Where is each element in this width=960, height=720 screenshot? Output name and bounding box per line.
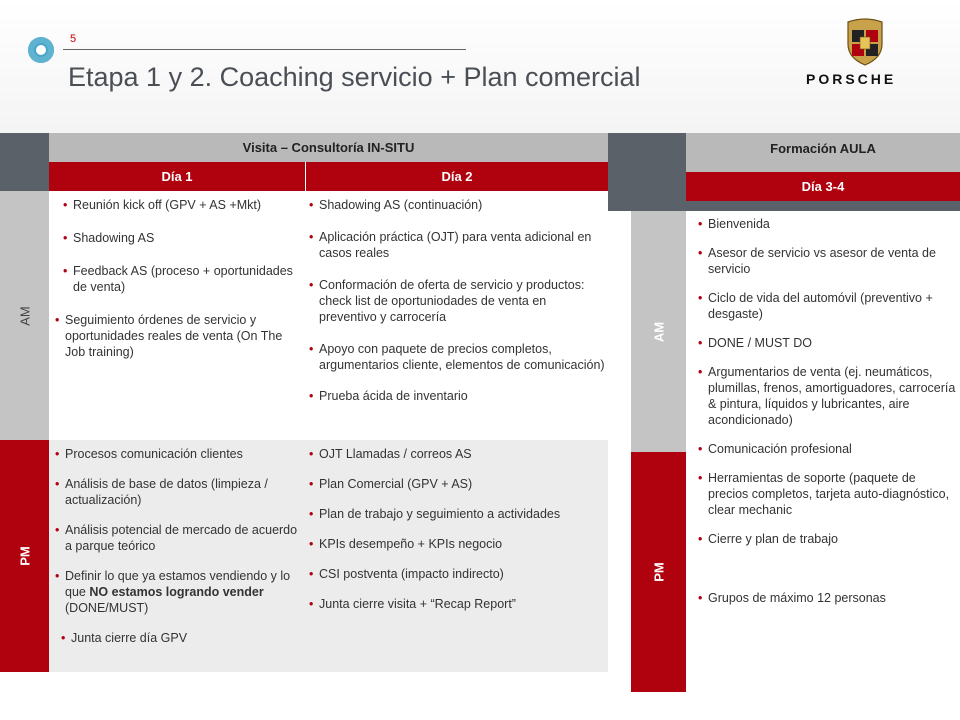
visita-header: Visita – Consultoría IN-SITU xyxy=(49,133,608,162)
list-item: • Herramientas de soporte (paquete de precios completos, tarjeta auto-diagnóstico, clear mechanic xyxy=(698,470,956,518)
page-title: Etapa 1 y 2. Coaching servicio + Plan comercial xyxy=(68,62,641,92)
list-item: • Conformación de oferta de servicio y productos: check list de oportuniodades de venta en preventivo y carrocería xyxy=(309,277,605,325)
day1-header: Día 1 xyxy=(49,162,305,191)
list-item: • Cierre y plan de trabajo xyxy=(698,531,956,547)
pm-day1-list xyxy=(55,446,303,646)
define-text-bold: NO estamos logrando vender xyxy=(89,585,264,599)
list-item: • KPIs desempeño + KPIs negocio xyxy=(309,536,605,552)
pm-label-left: PM xyxy=(17,546,32,566)
am-side-left xyxy=(0,191,49,440)
define-text-suffix: (DONE/MUST) xyxy=(65,601,149,615)
list-item: • Bienvenida xyxy=(698,216,956,232)
list-item: • Shadowing AS xyxy=(63,230,305,246)
aula-strip xyxy=(686,201,960,211)
pm-side-right xyxy=(631,452,686,692)
list-item: • Shadowing AS (continuación) xyxy=(309,197,605,213)
am-day2-list xyxy=(309,197,605,404)
pm-label-right: PM xyxy=(651,562,666,582)
list-item: • Prueba ácida de inventario xyxy=(309,388,605,404)
day2-header: Día 2 xyxy=(305,162,608,191)
header-divider xyxy=(63,49,466,50)
aula-bottom xyxy=(631,692,960,720)
list-item: • Feedback AS (proceso + oportunidades de venta) xyxy=(63,263,305,295)
am-side-right xyxy=(631,211,686,452)
list-item: • Comunicación profesional xyxy=(698,441,956,457)
brand-wordmark: PORSCHE xyxy=(806,71,897,87)
pm-day2-list xyxy=(309,446,605,612)
define-text-prefix: Definir lo que ya estamos vendiendo y lo que xyxy=(65,569,291,599)
list-item: • Grupos de máximo 12 personas xyxy=(698,590,956,606)
list-item-define xyxy=(55,568,303,616)
list-item: • DONE / MUST DO xyxy=(698,335,956,351)
circle-logo-icon xyxy=(28,37,54,63)
am-label-right: AM xyxy=(651,321,666,342)
aula-header: Formación AULA xyxy=(686,133,960,172)
list-item: • Análisis potencial de mercado de acuerdo a parque teórico xyxy=(55,522,303,554)
list-item: • Plan Comercial (GPV + AS) xyxy=(309,476,605,492)
porsche-crest-icon xyxy=(846,18,884,66)
list-item: • Argumentarios de venta (ej. neumáticos, plumillas, frenos, amortiguadores, carrocería & pintura, líquidos y lubricantes, aire acondicionado) xyxy=(698,364,956,428)
list-item: • Aplicación práctica (OJT) para venta adicional en casos reales xyxy=(309,229,605,261)
corner-strip xyxy=(0,133,49,191)
list-item: • OJT Llamadas / correos AS xyxy=(309,446,605,462)
list-item: • Ciclo de vida del automóvil (preventivo + desgaste) xyxy=(698,290,956,322)
list-item: • Junta cierre visita + “Recap Report” xyxy=(309,596,605,612)
pm-side-left xyxy=(0,440,49,672)
list-item: • Junta cierre día GPV xyxy=(61,630,303,646)
aula-day-header: Día 3-4 xyxy=(686,172,960,201)
page-number: 5 xyxy=(70,33,77,45)
list-item: • Análisis de base de datos (limpieza / actualización) xyxy=(55,476,303,508)
list-item: • Asesor de servicio vs asesor de venta de servicio xyxy=(698,245,956,277)
list-item: • Reunión kick off (GPV + AS +Mkt) xyxy=(63,197,305,213)
list-item: • Procesos comunicación clientes xyxy=(55,446,303,462)
am-label-left: AM xyxy=(17,305,32,326)
middle-strip-top xyxy=(608,133,686,211)
list-item: • Seguimiento órdenes de servicio y oportunidades reales de venta (On The Job training) xyxy=(55,312,305,360)
am-day1-list xyxy=(61,197,305,360)
list-item: • Apoyo con paquete de precios completos, argumentarios cliente, elementos de comunicación) xyxy=(309,341,605,373)
list-item: • CSI postventa (impacto indirecto) xyxy=(309,566,605,582)
aula-list xyxy=(698,216,956,606)
list-item: • Plan de trabajo y seguimiento a actividades xyxy=(309,506,605,522)
middle-gap xyxy=(608,211,631,672)
